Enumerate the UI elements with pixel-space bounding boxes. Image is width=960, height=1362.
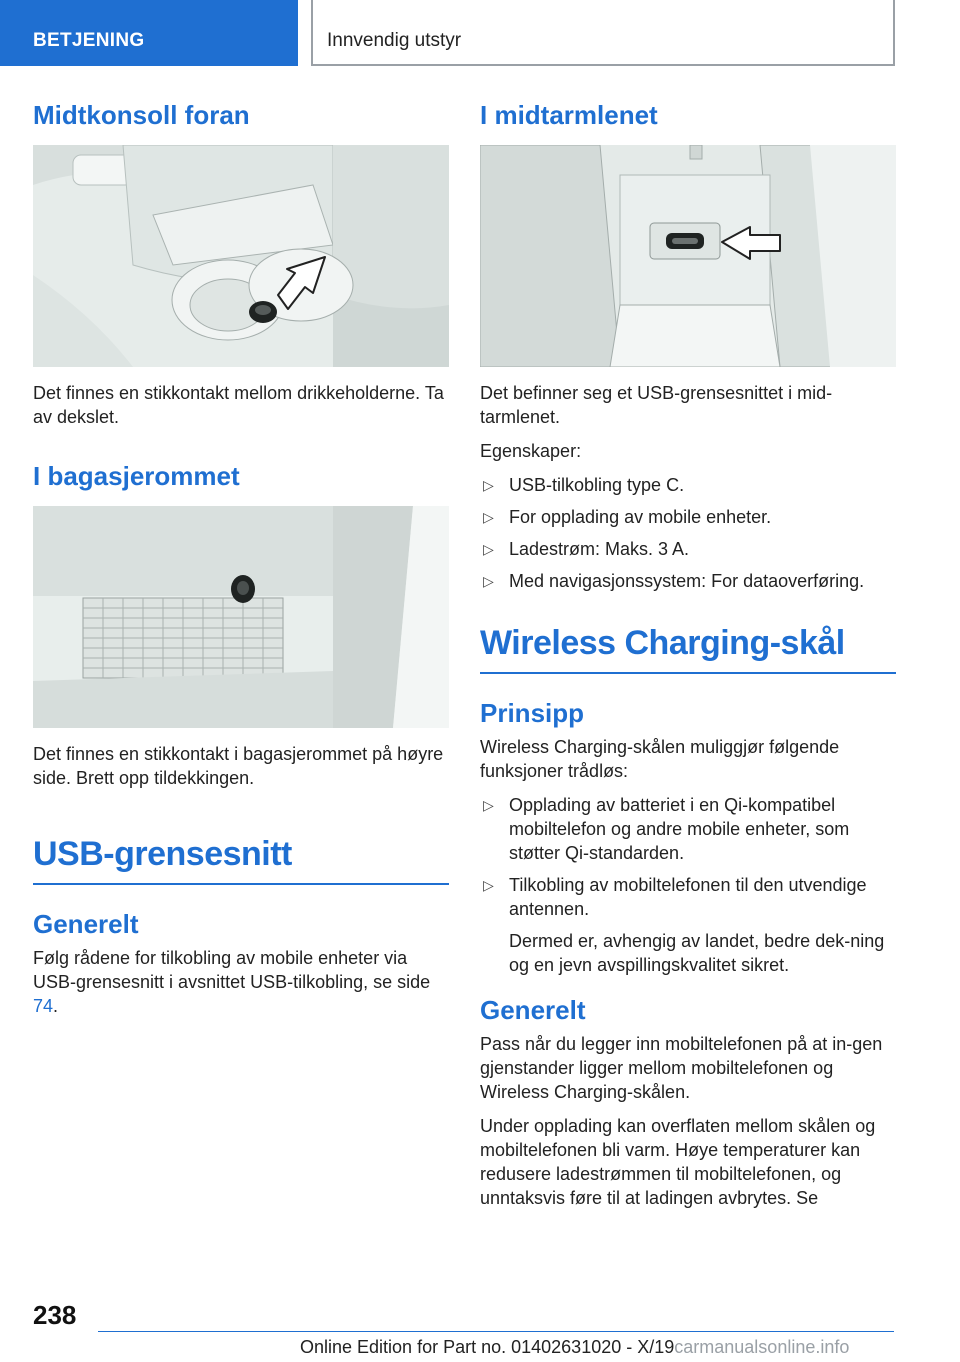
- list-item: [480, 793, 896, 865]
- text-armrest-usb: Det befinner seg et USB-grensesnittet i mid-tarmlenet.: [480, 383, 833, 428]
- list-item: [480, 505, 896, 529]
- list-item-text: Ladestrøm: Maks. 3 A.: [509, 539, 690, 560]
- text-wireless-general-1: Pass når du legger inn mobiltelefonen på at in-gen gjenstander ligger mellom mobiltelefonen og Wireless Charging-skålen.: [480, 1034, 883, 1103]
- list-item-text: Med navigasjonssystem: For dataoverføring.: [509, 571, 865, 592]
- text-front-console: Det finnes en stikkontakt mellom drikkeholderne. Ta av dekslet.: [33, 383, 444, 428]
- page-number: 238: [33, 1300, 77, 1330]
- image-armrest-usb: [480, 145, 896, 367]
- right-column: [480, 100, 896, 1220]
- triangle-bullet-icon: ▷: [483, 541, 494, 558]
- list-item: [480, 873, 896, 977]
- list-item-note: Dermed er, avhengig av landet, bedre dek-ning og en jevn avspillingskvalitet sikret.: [509, 931, 885, 976]
- header-chapter-title: Innvendig utstyr: [311, 0, 895, 66]
- text-trunk: Det finnes en stikkontakt i bagasjerommet på høyre side. Brett opp tildekkingen.: [33, 744, 444, 789]
- text-usb-general-main: Følg rådene for tilkobling av mobile enheter via USB-grensesnitt i avsnittet USB-tilkobling, se side: [33, 948, 431, 993]
- subheading-generelt-usb: Generelt: [33, 909, 139, 940]
- footer-edition-text: Online Edition for Part no. 01402631020 - X/19: [300, 1337, 675, 1357]
- list-item-text: USB-tilkobling type C.: [509, 475, 685, 496]
- image-trunk-socket: [33, 506, 449, 728]
- list-item-text: Opplading av batteriet i en Qi-kompatibel mobiltelefon og andre mobile enheter, som støtter Qi-standarden.: [509, 795, 850, 864]
- heading-usb-grensesnitt: USB-grensesnitt: [33, 834, 449, 885]
- subheading-prinsipp: Prinsipp: [480, 697, 585, 728]
- text-usb-general-end: .: [53, 996, 59, 1017]
- heading-bagasjerommet: I bagasjerommet: [33, 461, 240, 492]
- triangle-bullet-icon: ▷: [483, 797, 494, 814]
- list-item: [480, 473, 896, 497]
- subheading-generelt-wireless: Generelt: [480, 995, 586, 1026]
- image-front-console-cupholders: [33, 145, 449, 367]
- heading-wireless-charging: Wireless Charging-skål: [480, 623, 896, 674]
- triangle-bullet-icon: ▷: [483, 573, 494, 590]
- wireless-functions-list: [480, 793, 896, 977]
- footer-divider: [98, 1331, 894, 1332]
- text-wireless-intro: Wireless Charging-skålen muliggjør følgende funksjoner trådløs:: [480, 737, 840, 782]
- heading-midtarmlenet: I midtarmlenet: [480, 100, 658, 130]
- triangle-bullet-icon: ▷: [483, 509, 494, 526]
- footer-watermark: carmanualsonline.info: [674, 1337, 850, 1357]
- left-column: [33, 100, 449, 1028]
- list-item-text: Tilkobling av mobiltelefonen til den utvendige antennen.: [509, 875, 867, 920]
- footer-edition: [300, 1337, 849, 1358]
- text-usb-general: [33, 946, 449, 1018]
- list-item: [480, 569, 896, 593]
- text-wireless-general-2: Under opplading kan overflaten mellom skålen og mobiltelefonen bli varm. Høye temperaturer kan redusere ladestrømmen til mobiltelefonen, og unntaksvis føre til at ladingen avbrytes. Se: [480, 1116, 876, 1209]
- heading-midtkonsoll: Midtkonsoll foran: [33, 100, 250, 130]
- triangle-bullet-icon: ▷: [483, 877, 494, 894]
- header-section-tab: BETJENING: [0, 0, 298, 66]
- properties-list: [480, 473, 896, 593]
- list-item-text: For opplading av mobile enheter.: [509, 507, 772, 528]
- list-item: [480, 537, 896, 561]
- label-properties: Egenskaper:: [480, 441, 582, 462]
- page-link-74[interactable]: 74: [33, 996, 54, 1017]
- triangle-bullet-icon: ▷: [483, 477, 494, 494]
